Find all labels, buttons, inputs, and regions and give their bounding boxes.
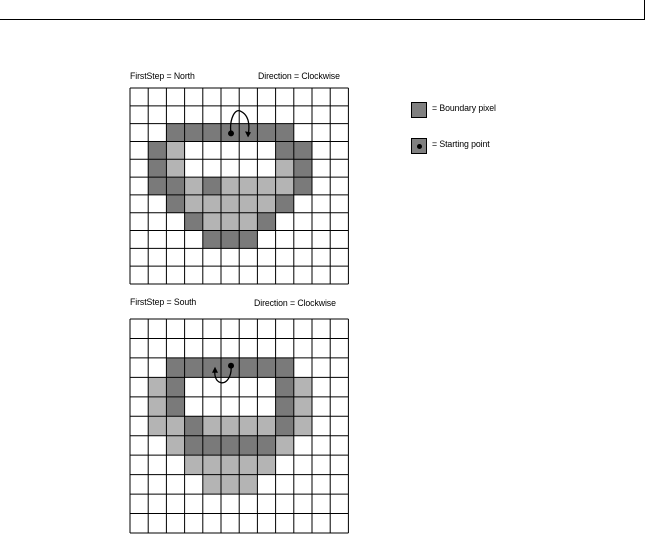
boundary-pixel	[257, 213, 275, 231]
starting-point-dot-icon	[417, 144, 422, 149]
object-pixel	[221, 475, 239, 494]
boundary-pixel	[294, 159, 312, 177]
boundary-pixel	[239, 358, 257, 377]
object-pixel	[148, 397, 166, 416]
object-pixel	[148, 377, 166, 396]
boundary-pixel	[203, 124, 221, 142]
boundary-pixel	[257, 358, 275, 377]
object-pixel	[166, 141, 184, 159]
boundary-pixel	[148, 141, 166, 159]
object-pixel	[294, 416, 312, 435]
object-pixel	[221, 455, 239, 474]
object-pixel	[239, 416, 257, 435]
object-pixel	[166, 416, 184, 435]
panel-1-direction-label: Direction = Clockwise	[258, 71, 340, 82]
boundary-pixel	[166, 377, 184, 396]
object-pixel	[239, 177, 257, 195]
object-pixel	[257, 455, 275, 474]
panel-2-direction-label: Direction = Clockwise	[254, 298, 336, 309]
boundary-pixel	[203, 358, 221, 377]
object-pixel	[239, 475, 257, 494]
starting-point-swatch-icon	[411, 138, 427, 154]
object-pixel	[257, 416, 275, 435]
boundary-pixel	[276, 416, 294, 435]
boundary-pixel	[221, 231, 239, 249]
object-pixel	[203, 475, 221, 494]
boundary-pixel	[239, 231, 257, 249]
boundary-pixel	[276, 195, 294, 213]
legend-start-label: = Starting point	[432, 139, 490, 150]
boundary-pixel	[166, 397, 184, 416]
boundary-pixel-swatch-icon	[411, 102, 427, 118]
panel-1-pixel-grid	[130, 88, 358, 284]
boundary-pixel	[294, 177, 312, 195]
object-pixel	[185, 195, 203, 213]
object-pixel	[239, 195, 257, 213]
boundary-pixel	[185, 416, 203, 435]
object-pixel	[294, 377, 312, 396]
object-pixel	[185, 455, 203, 474]
object-pixel	[276, 177, 294, 195]
object-pixel	[221, 195, 239, 213]
boundary-pixel	[166, 195, 184, 213]
object-pixel	[239, 213, 257, 231]
object-pixel	[203, 416, 221, 435]
boundary-pixel	[203, 177, 221, 195]
panel-2-first-step-label: FirstStep = South	[130, 297, 197, 308]
object-pixel	[203, 213, 221, 231]
boundary-pixel	[221, 436, 239, 455]
object-pixel	[185, 177, 203, 195]
object-pixel	[221, 213, 239, 231]
boundary-pixel	[185, 436, 203, 455]
boundary-pixel	[166, 124, 184, 142]
object-pixel	[276, 436, 294, 455]
object-pixel	[257, 177, 275, 195]
boundary-pixel	[203, 231, 221, 249]
boundary-pixel	[257, 124, 275, 142]
object-pixel	[148, 416, 166, 435]
boundary-pixel	[239, 436, 257, 455]
boundary-pixel	[276, 358, 294, 377]
object-pixel	[239, 455, 257, 474]
boundary-pixel	[257, 436, 275, 455]
boundary-pixel	[166, 177, 184, 195]
boundary-pixel	[276, 124, 294, 142]
boundary-pixel	[185, 124, 203, 142]
panel-1-first-step-label: FirstStep = North	[130, 71, 195, 82]
legend-boundary-label: = Boundary pixel	[432, 103, 496, 114]
object-pixel	[294, 397, 312, 416]
boundary-pixel	[148, 177, 166, 195]
boundary-pixel	[166, 358, 184, 377]
page-top-rule	[0, 0, 645, 20]
object-pixel	[221, 177, 239, 195]
boundary-pixel	[276, 397, 294, 416]
boundary-pixel	[276, 377, 294, 396]
object-pixel	[203, 195, 221, 213]
object-pixel	[203, 455, 221, 474]
object-pixel	[221, 416, 239, 435]
boundary-pixel	[185, 358, 203, 377]
object-pixel	[166, 159, 184, 177]
object-pixel	[276, 159, 294, 177]
boundary-pixel	[276, 141, 294, 159]
object-pixel	[166, 436, 184, 455]
boundary-pixel	[148, 159, 166, 177]
boundary-pixel	[294, 141, 312, 159]
boundary-pixel	[203, 436, 221, 455]
panel-2-pixel-grid	[130, 319, 358, 533]
object-pixel	[257, 195, 275, 213]
boundary-pixel	[185, 213, 203, 231]
